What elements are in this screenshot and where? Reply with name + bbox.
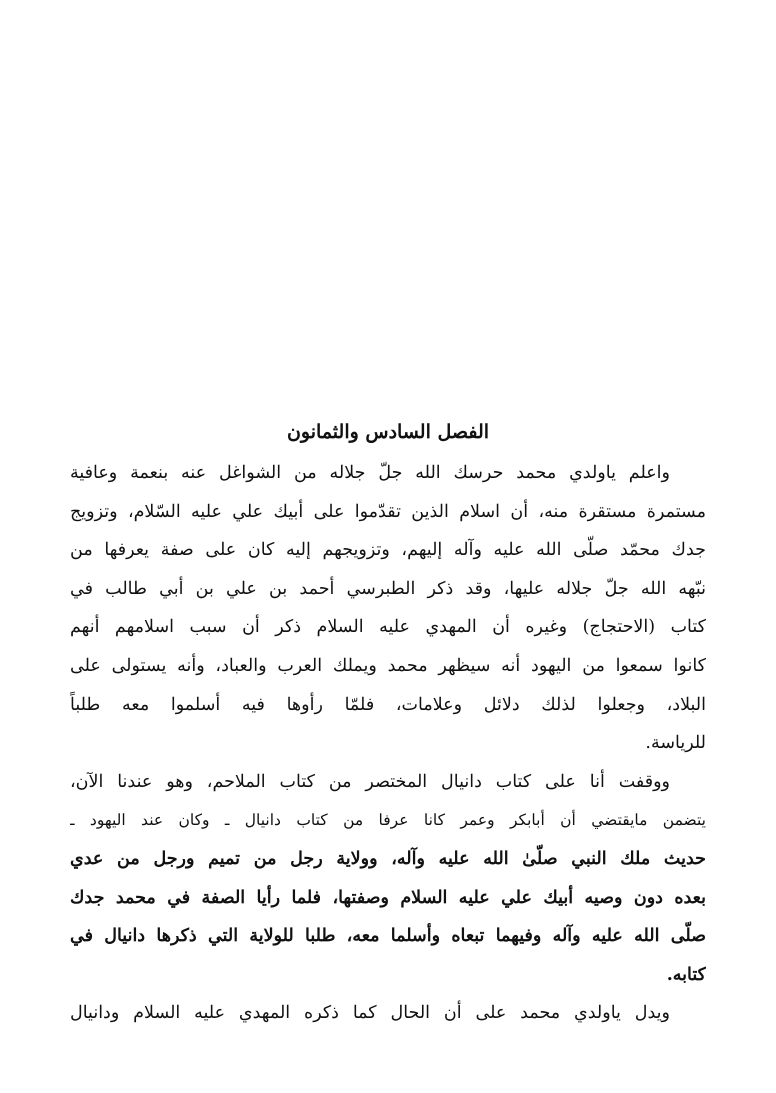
text-line: كانوا سمعوا من اليهود أنه سيظهر محمد ويملك العرب والعباد، وأنه يستولى على	[70, 655, 706, 676]
paragraph-1	[70, 454, 706, 763]
text-line: بعده دون وصيه أبيك علي عليه السلام وصفتها، فلما رأيا الصفة في محمد جدك	[70, 887, 706, 908]
text-line: يتضمن مايقتضي أن أبابكر وعمر كانا عرفا من كتاب دانيال ـ وكان عند اليهود ـ	[70, 811, 706, 830]
text-line: واعلم ياولدي محمد حرسك الله جلّ جلاله من الشواغل عنه بنعمة وعافية	[70, 463, 670, 483]
text-line: كتاب (الاحتجاج) وغيره أن المهدي عليه السلام ذكر أن سبب اسلامهم أنهم	[70, 617, 706, 638]
paragraph-2-condensed	[70, 801, 706, 840]
text-line: ووقفت أنا على كتاب دانيال المختصر من كتاب الملاحم، وهو عندنا الآن،	[70, 771, 670, 792]
paragraph-3	[70, 994, 706, 1033]
text-line: مستمرة مستقرة منه، أن اسلام الذين تقدّموا على أبيك علي عليه السّلام، وتزويج	[70, 501, 706, 522]
page-body-text	[70, 410, 706, 1033]
text-line: صلّى الله عليه وآله وفيهما تبعاه وأسلما معه، طلبا للولاية التي ذكرها دانيال في	[70, 926, 706, 947]
text-line: ويدل ياولدي محمد على أن الحال كما ذكره المهدي عليه السلام ودانيال	[70, 1003, 670, 1024]
paragraph-2-bold	[70, 840, 706, 994]
text-line: حديث ملك النبي صلّىٰ الله عليه وآله، وولاية رجل من تميم ورجل من عدي	[70, 848, 706, 869]
text-line: كتابه.	[666, 964, 706, 985]
text-line: البلاد، وجعلوا لذلك دلائل وعلامات، فلمّا رأوها فيه أسلموا معه طلباً	[70, 694, 706, 715]
text-line: جدك محمّد صلّى الله عليه وآله إليهم، وتزويجهم إليه كان على صفة يعرفها من	[70, 540, 706, 561]
text-line: للرياسة.	[645, 733, 706, 754]
chapter-title: الفصل السادس والثمانون	[286, 421, 490, 443]
paragraph-2	[70, 763, 706, 802]
text-line: نبّهه الله جلّ جلاله عليها، وقد ذكر الطبرسي أحمد بن علي بن أبي طالب في	[70, 578, 706, 599]
